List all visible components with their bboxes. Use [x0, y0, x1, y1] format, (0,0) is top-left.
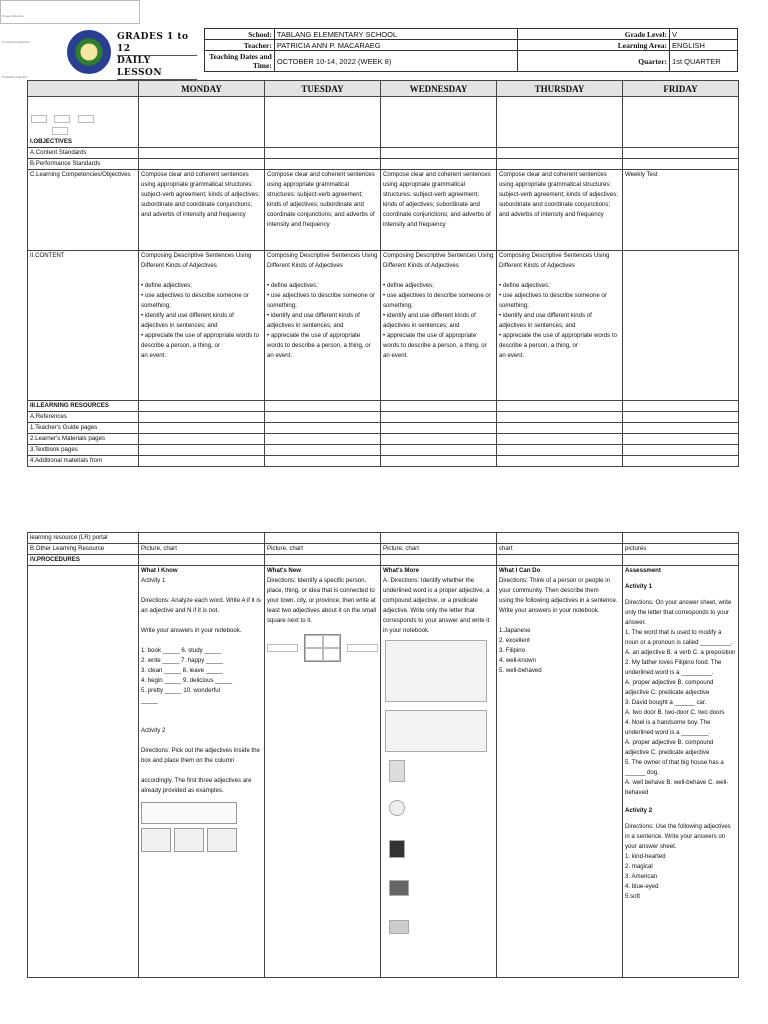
competency-friday: Weekly Test — [623, 170, 739, 251]
table-row — [28, 456, 739, 467]
table-cell — [497, 434, 623, 445]
table-cell — [497, 533, 623, 544]
competency-tuesday: Compose clear and coherent sentences using appropriate grammatical structures: subject-verb agreement; kinds of adjectives; subordinate and coordinate conjunctions; and adverbs of intensity and frequency — [265, 170, 381, 251]
lesson-table-part1 — [27, 80, 739, 467]
table-cell — [139, 401, 265, 412]
other-resource-friday: pictures — [623, 544, 739, 555]
table-cell — [623, 445, 739, 456]
table-cell — [139, 97, 265, 148]
other-resource-monday: Picture, chart — [139, 544, 265, 555]
day-tuesday: TUESDAY — [265, 81, 381, 97]
faint-text: Compound Adjective — [2, 40, 30, 44]
table-row — [28, 555, 739, 566]
thursday-title: What I Can Do — [499, 567, 541, 574]
school-label: School: — [205, 29, 275, 40]
table-row — [28, 423, 739, 434]
table-cell — [265, 401, 381, 412]
table-row — [28, 159, 739, 170]
table-cell — [265, 412, 381, 423]
friday-activity1-title: Activity 1 — [625, 583, 653, 590]
references-label: A.References — [28, 412, 139, 423]
content-standards-label: A.Content Standards — [28, 148, 139, 159]
table-cell — [497, 412, 623, 423]
table-cell — [623, 401, 739, 412]
header-blank-cell — [28, 81, 139, 97]
table-cell — [497, 148, 623, 159]
table-row — [28, 401, 739, 412]
table-cell — [623, 533, 739, 544]
table-cell — [381, 97, 497, 148]
learning-resources-label: III.LEARNING RESOURCES — [28, 401, 139, 412]
learning-area-label: Learning Area: — [518, 40, 670, 51]
table-row — [28, 445, 739, 456]
table-cell — [265, 533, 381, 544]
competencies-label: C.Learning Competencies/Objectives — [28, 170, 139, 251]
table-row — [28, 170, 739, 251]
monday-text: Activity 1 Directions: Analyze each word. Write A if it is an adjective and N if it is not. Write your answers in your notebook. 1. book _____ 6. study _____ 2. write _____ 7. happy _____ 3. clean _____ 8. leave _____ 4. begin _____ 9. delicious _____ 5. pretty _____ 10. wonderful _____ Activity 2 Directions: Pick out the adjectives inside the box and place them on the column accordingly. The first three adjectives are already provided as examples. — [141, 577, 261, 794]
friday-activity2-title: Activity 2 — [625, 807, 653, 814]
table-cell — [623, 434, 739, 445]
header — [67, 28, 738, 78]
day-wednesday: WEDNESDAY — [381, 81, 497, 97]
table-cell — [265, 148, 381, 159]
table-cell — [139, 434, 265, 445]
table-cell — [497, 97, 623, 148]
monday-title: What I Know — [141, 567, 178, 574]
school-value: TABLANG ELEMENTARY SCHOOL — [274, 29, 518, 40]
table-row — [28, 533, 739, 544]
table-cell — [497, 159, 623, 170]
table-cell — [139, 412, 265, 423]
textbook-label: 3.Textbook pages — [28, 445, 139, 456]
faint-text: Proper Adjective — [2, 14, 24, 18]
table-cell — [265, 445, 381, 456]
learners-materials-label: 2.Learner's Materials pages — [28, 434, 139, 445]
friday-activity2-text: Directions: Use the following adjectives in a sentence. Write your answers on your answer sheet. 1. kind-hearted 2. magical 3. American 4. blue-eyed 5.soft — [625, 823, 731, 900]
content-tuesday: Composing Descriptive Sentences Using Different Kinds of Adjectives • define adjectives; • use adjectives to describe someone or something; • identify and use different kinds of adjectives in sentences; and • appreciate the use of appropriate words to describe a person, a thing, or an event. — [265, 251, 381, 401]
other-resource-tuesday: Picture, chart — [265, 544, 381, 555]
friday-procedure — [623, 566, 739, 978]
content-label: II.CONTENT — [28, 251, 139, 401]
content-wednesday: Composing Descriptive Sentences Using Different Kinds of Adjectives • define adjectives; • use adjectives to describe someone or something; • identify and use different kinds of adjectives in sentences; and • appreciate the use of appropriate words to describe a person, a thing, or an event. — [381, 251, 497, 401]
faint-text: Predicate Adjective — [2, 75, 28, 79]
tuesday-procedure — [265, 566, 381, 978]
row-label — [28, 97, 139, 148]
table-cell — [381, 456, 497, 467]
faint-sketch — [30, 97, 136, 137]
table-cell — [139, 533, 265, 544]
table-cell — [623, 555, 739, 566]
table-cell — [265, 159, 381, 170]
dates-value: OCTOBER 10-14, 2022 (WEEK 8) — [274, 51, 518, 72]
table-cell — [623, 159, 739, 170]
adjective-sorting-picture — [141, 802, 237, 852]
table-cell — [381, 533, 497, 544]
table-cell — [139, 445, 265, 456]
table-cell — [623, 423, 739, 434]
lr-portal-label: learning resource (LR) portal — [28, 533, 139, 544]
competency-monday: Compose clear and coherent sentences using appropriate grammatical structures: subject-verb agreement; kinds of adjectives; subordinate and coordinate conjunctions; and adverbs of intensity and frequency — [139, 170, 265, 251]
performance-standards-label: B.Performance Standards — [28, 159, 139, 170]
table-row — [28, 434, 739, 445]
table-cell — [623, 251, 739, 401]
table-cell — [381, 445, 497, 456]
whats-new-picture — [267, 634, 378, 662]
table-cell — [28, 566, 139, 978]
table-cell — [381, 423, 497, 434]
table-row — [28, 566, 739, 978]
table-row — [28, 148, 739, 159]
table-cell — [623, 97, 739, 148]
teacher-value: PATRICIA ANN P. MACARAEG — [274, 40, 518, 51]
grade-level-value: V — [670, 29, 738, 40]
teachers-guide-label: 1.Teacher's Guide pages — [28, 423, 139, 434]
day-thursday: THURSDAY — [497, 81, 623, 97]
table-cell — [265, 555, 381, 566]
lesson-table-part2 — [27, 532, 739, 978]
grades-title-line: GRADES 1 to 12 — [117, 32, 197, 56]
table-cell — [265, 434, 381, 445]
other-resources-label: B.Other Learning Resource — [28, 544, 139, 555]
tuesday-title: What's New — [267, 567, 301, 574]
table-cell — [497, 445, 623, 456]
table-cell — [381, 159, 497, 170]
competency-wednesday: Compose clear and coherent sentences using appropriate grammatical structures: subject-verb agreement; kinds of adjectives; subordinate and coordinate conjunctions; and adverbs of intensity and frequency — [381, 170, 497, 251]
wednesday-procedure — [381, 566, 497, 978]
other-resource-thursday: chart — [497, 544, 623, 555]
content-monday: Composing Descriptive Sentences Using Different Kinds of Adjectives • define adjectives; • use adjectives to describe someone or something; • identify and use different kinds of adjectives in sentences; and • appreciate the use of appropriate words to describe a person, a thing, or an event. — [139, 251, 265, 401]
learning-area-value: ENGLISH — [670, 40, 738, 51]
friday-activity1-text: Directions: On your answer sheet, write only the letter that corresponds to your answer. 1. The word that is used to modify a noun or a pronoun is called _________. A. an adjective B. a verb C. a preposition 2. My father loves Filipino food. The underlined word is a _________. A. proper adjective B. compound adjective C. predicate adjective 3. David bought a ______ car. A. two door B. two-door C. two doors 4. Noel is a handsome boy. The underlined word is a ________. A. proper adjective B. compound adjective C. predicate adjective 5. The owner of that big house has a ______ dog. A. well behave B. well-behave C. well-behaved — [625, 599, 736, 796]
table-row — [28, 412, 739, 423]
teacher-label: Teacher: — [205, 40, 275, 51]
header-info-table — [204, 28, 738, 72]
table-row — [28, 544, 739, 555]
table-cell — [381, 434, 497, 445]
table-cell — [497, 423, 623, 434]
table-cell — [381, 148, 497, 159]
table-cell — [139, 555, 265, 566]
table-cell — [381, 412, 497, 423]
faint-overlay-box — [0, 0, 140, 24]
table-cell — [139, 148, 265, 159]
table-cell — [497, 401, 623, 412]
quarter-label: Quarter: — [518, 51, 670, 72]
whats-more-worksheet-picture — [383, 640, 494, 970]
deped-seal-icon — [67, 30, 111, 74]
table-row — [28, 97, 739, 148]
monday-procedure — [139, 566, 265, 978]
table-cell — [623, 148, 739, 159]
wednesday-title: What's More — [383, 567, 419, 574]
table-cell — [381, 401, 497, 412]
quarter-value: 1st QUARTER — [670, 51, 738, 72]
grade-level-label: Grade Level: — [518, 29, 670, 40]
dates-label: Teaching Dates and Time: — [205, 51, 275, 72]
table-cell — [381, 555, 497, 566]
table-cell — [623, 412, 739, 423]
table-cell — [139, 456, 265, 467]
table-row — [28, 251, 739, 401]
thursday-text: Directions: Think of a person or people in your community. Then describe them using the following adjectives in a sentence. Write your answers in your notebook. 1.Japanese 2. excellent 3. Filipino 4. well-known 5. well-behaved — [499, 577, 618, 674]
competency-thursday: Compose clear and coherent sentences using appropriate grammatical structures: subject-verb agreement; kinds of adjectives; subordinate and coordinate conjunctions; and adverbs of intensity and frequency — [497, 170, 623, 251]
table-cell — [265, 456, 381, 467]
wednesday-text: A. Directions: Identify whether the underlined word is a proper adjective, a compound adjective, or a predicate adjective. Write only the letter that corresponds to your answer and write it in your notebook. — [383, 577, 490, 634]
day-monday: MONDAY — [139, 81, 265, 97]
day-friday: FRIDAY — [623, 81, 739, 97]
table-cell — [497, 456, 623, 467]
table-cell — [265, 423, 381, 434]
thursday-procedure — [497, 566, 623, 978]
table-cell — [265, 97, 381, 148]
tuesday-text: Directions: Identify a specific person, place, thing, or idea that is connected to your town, city, or province, then write at least two adjectives about it on the small square next to it. — [267, 577, 377, 624]
additional-materials-label: 4.Additional materials from — [28, 456, 139, 467]
grades-title-line: DAILY LESSON — [117, 56, 197, 80]
table-cell — [623, 456, 739, 467]
content-thursday: Composing Descriptive Sentences Using Different Kinds of Adjectives • define adjectives; • use adjectives to describe someone or something; • identify and use different kinds of adjectives in sentences; and • appreciate the use of appropriate words to describe a person, a thing, or an event. — [497, 251, 623, 401]
day-header-row — [28, 81, 739, 97]
table-cell — [139, 423, 265, 434]
table-cell — [497, 555, 623, 566]
procedures-label: IV.PROCEDURES — [28, 555, 139, 566]
objectives-label: I.OBJECTIVES — [30, 138, 72, 145]
table-cell — [139, 159, 265, 170]
friday-title: Assessment — [625, 567, 661, 574]
other-resource-wednesday: Picture, chart — [381, 544, 497, 555]
